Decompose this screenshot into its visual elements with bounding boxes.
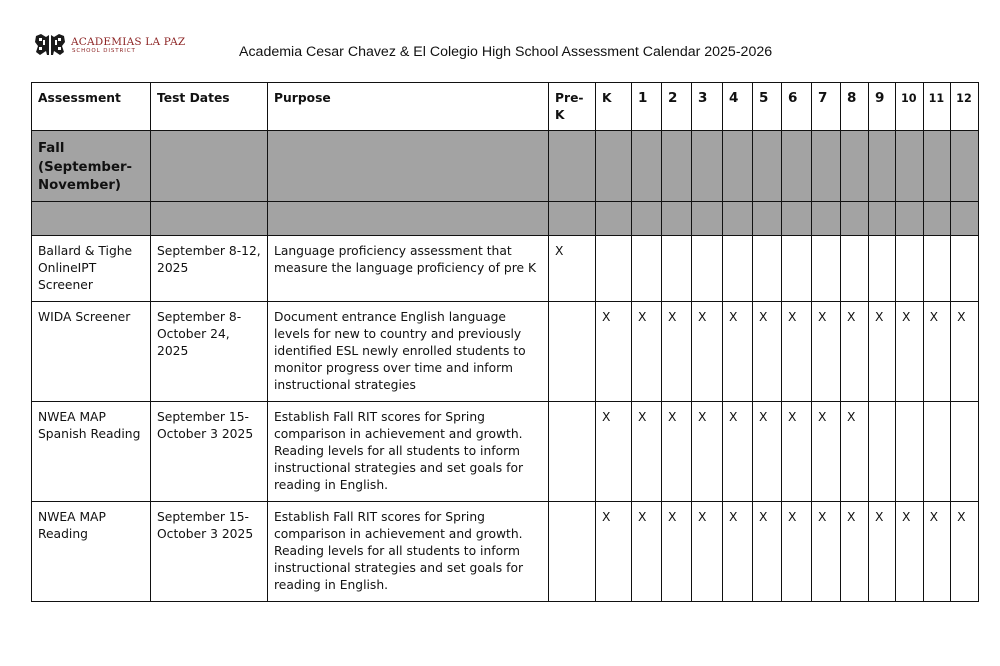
assessment-name: NWEA MAP Reading <box>32 502 151 602</box>
grade-mark: X <box>869 502 896 602</box>
grade-mark: X <box>632 502 662 602</box>
grade-mark: X <box>723 502 753 602</box>
column-header-test-dates: Test Dates <box>151 83 268 131</box>
header-row <box>32 83 979 131</box>
grade-mark: X <box>692 302 723 402</box>
grade-mark: X <box>951 502 979 602</box>
grade-mark <box>782 236 812 302</box>
grade-mark: X <box>662 502 692 602</box>
column-header-purpose: Purpose <box>268 83 549 131</box>
grade-header: 7 <box>812 83 841 131</box>
grade-mark <box>692 236 723 302</box>
grade-mark: X <box>753 302 782 402</box>
assessment-rows <box>32 236 979 602</box>
purpose: Establish Fall RIT scores for Spring comparison in achievement and growth. Reading levels for all students to inform instructional strategies and set goals for reading in English. <box>268 502 549 602</box>
grade-mark: X <box>753 402 782 502</box>
grade-mark: X <box>923 502 951 602</box>
grade-mark <box>632 236 662 302</box>
grade-header: 8 <box>841 83 869 131</box>
grade-header: 3 <box>692 83 723 131</box>
purpose: Language proficiency assessment that measure the language proficiency of pre K <box>268 236 549 302</box>
table-row <box>32 402 979 502</box>
grade-mark: X <box>951 302 979 402</box>
grade-mark <box>951 236 979 302</box>
table-row <box>32 302 979 402</box>
grade-mark: X <box>812 502 841 602</box>
butterfly-logo-icon <box>34 31 66 59</box>
grade-mark: X <box>782 502 812 602</box>
table-row <box>32 502 979 602</box>
grade-mark <box>723 236 753 302</box>
grade-mark: X <box>782 302 812 402</box>
document-title: Academia Cesar Chavez & El Colegio High School Assessment Calendar 2025-2026 <box>239 44 773 60</box>
grade-mark: X <box>896 502 924 602</box>
grade-header: 10 <box>896 83 924 131</box>
grade-mark: X <box>812 402 841 502</box>
grade-mark: X <box>596 402 632 502</box>
column-header-assessment: Assessment <box>32 83 151 131</box>
grade-mark: X <box>812 302 841 402</box>
grade-mark: X <box>549 236 596 302</box>
grade-mark <box>896 236 924 302</box>
grade-mark: X <box>662 302 692 402</box>
grade-mark <box>896 402 924 502</box>
assessment-calendar-table <box>31 82 979 602</box>
grade-mark: X <box>923 302 951 402</box>
grade-header: 12 <box>951 83 979 131</box>
grade-mark: X <box>896 302 924 402</box>
grade-mark: X <box>692 402 723 502</box>
grade-header: 2 <box>662 83 692 131</box>
grade-mark <box>923 236 951 302</box>
grade-mark <box>951 402 979 502</box>
test-dates: September 15-October 3 2025 <box>151 502 268 602</box>
season-row <box>32 131 979 202</box>
grade-mark: X <box>692 502 723 602</box>
season-label: Fall (September-November) <box>32 131 151 202</box>
table-row <box>32 236 979 302</box>
grade-mark: X <box>662 402 692 502</box>
district-logo <box>34 31 186 61</box>
grade-mark <box>869 236 896 302</box>
purpose: Document entrance English language levels for new to country and previously identified ESL newly enrolled students to monitor progress over time and inform instructional strategies <box>268 302 549 402</box>
grade-mark: X <box>596 302 632 402</box>
grade-mark <box>549 402 596 502</box>
grade-header: 11 <box>923 83 951 131</box>
grade-mark: X <box>753 502 782 602</box>
grade-mark: X <box>841 502 869 602</box>
grade-mark <box>596 236 632 302</box>
logo-subtitle: SCHOOL DISTRICT <box>72 48 136 54</box>
grade-mark: X <box>841 302 869 402</box>
grade-header: K <box>596 83 632 131</box>
grade-header: 1 <box>632 83 662 131</box>
grade-mark <box>923 402 951 502</box>
grade-mark: X <box>782 402 812 502</box>
grade-mark: X <box>841 402 869 502</box>
spacer-row <box>32 202 979 236</box>
assessment-name: Ballard & Tighe OnlineIPT Screener <box>32 236 151 302</box>
grade-mark <box>753 236 782 302</box>
grade-mark: X <box>632 302 662 402</box>
grade-mark: X <box>723 402 753 502</box>
grade-mark <box>662 236 692 302</box>
purpose: Establish Fall RIT scores for Spring comparison in achievement and growth. Reading levels for all students to inform instructional strategies and set goals for reading in English. <box>268 402 549 502</box>
grade-mark: X <box>632 402 662 502</box>
assessment-name: WIDA Screener <box>32 302 151 402</box>
grade-mark <box>549 502 596 602</box>
grade-mark <box>812 236 841 302</box>
grade-header: 6 <box>782 83 812 131</box>
grade-header: Pre-K <box>549 83 596 131</box>
test-dates: September 8-12, 2025 <box>151 236 268 302</box>
grade-header: 9 <box>869 83 896 131</box>
grade-mark: X <box>723 302 753 402</box>
test-dates: September 8-October 24, 2025 <box>151 302 268 402</box>
test-dates: September 15-October 3 2025 <box>151 402 268 502</box>
grade-header: 4 <box>723 83 753 131</box>
grade-mark: X <box>869 302 896 402</box>
grade-mark <box>549 302 596 402</box>
grade-mark: X <box>596 502 632 602</box>
grade-header: 5 <box>753 83 782 131</box>
grade-mark <box>869 402 896 502</box>
grade-mark <box>841 236 869 302</box>
assessment-name: NWEA MAP Spanish Reading <box>32 402 151 502</box>
logo-name: ACADEMIAS LA PAZ <box>71 36 186 48</box>
